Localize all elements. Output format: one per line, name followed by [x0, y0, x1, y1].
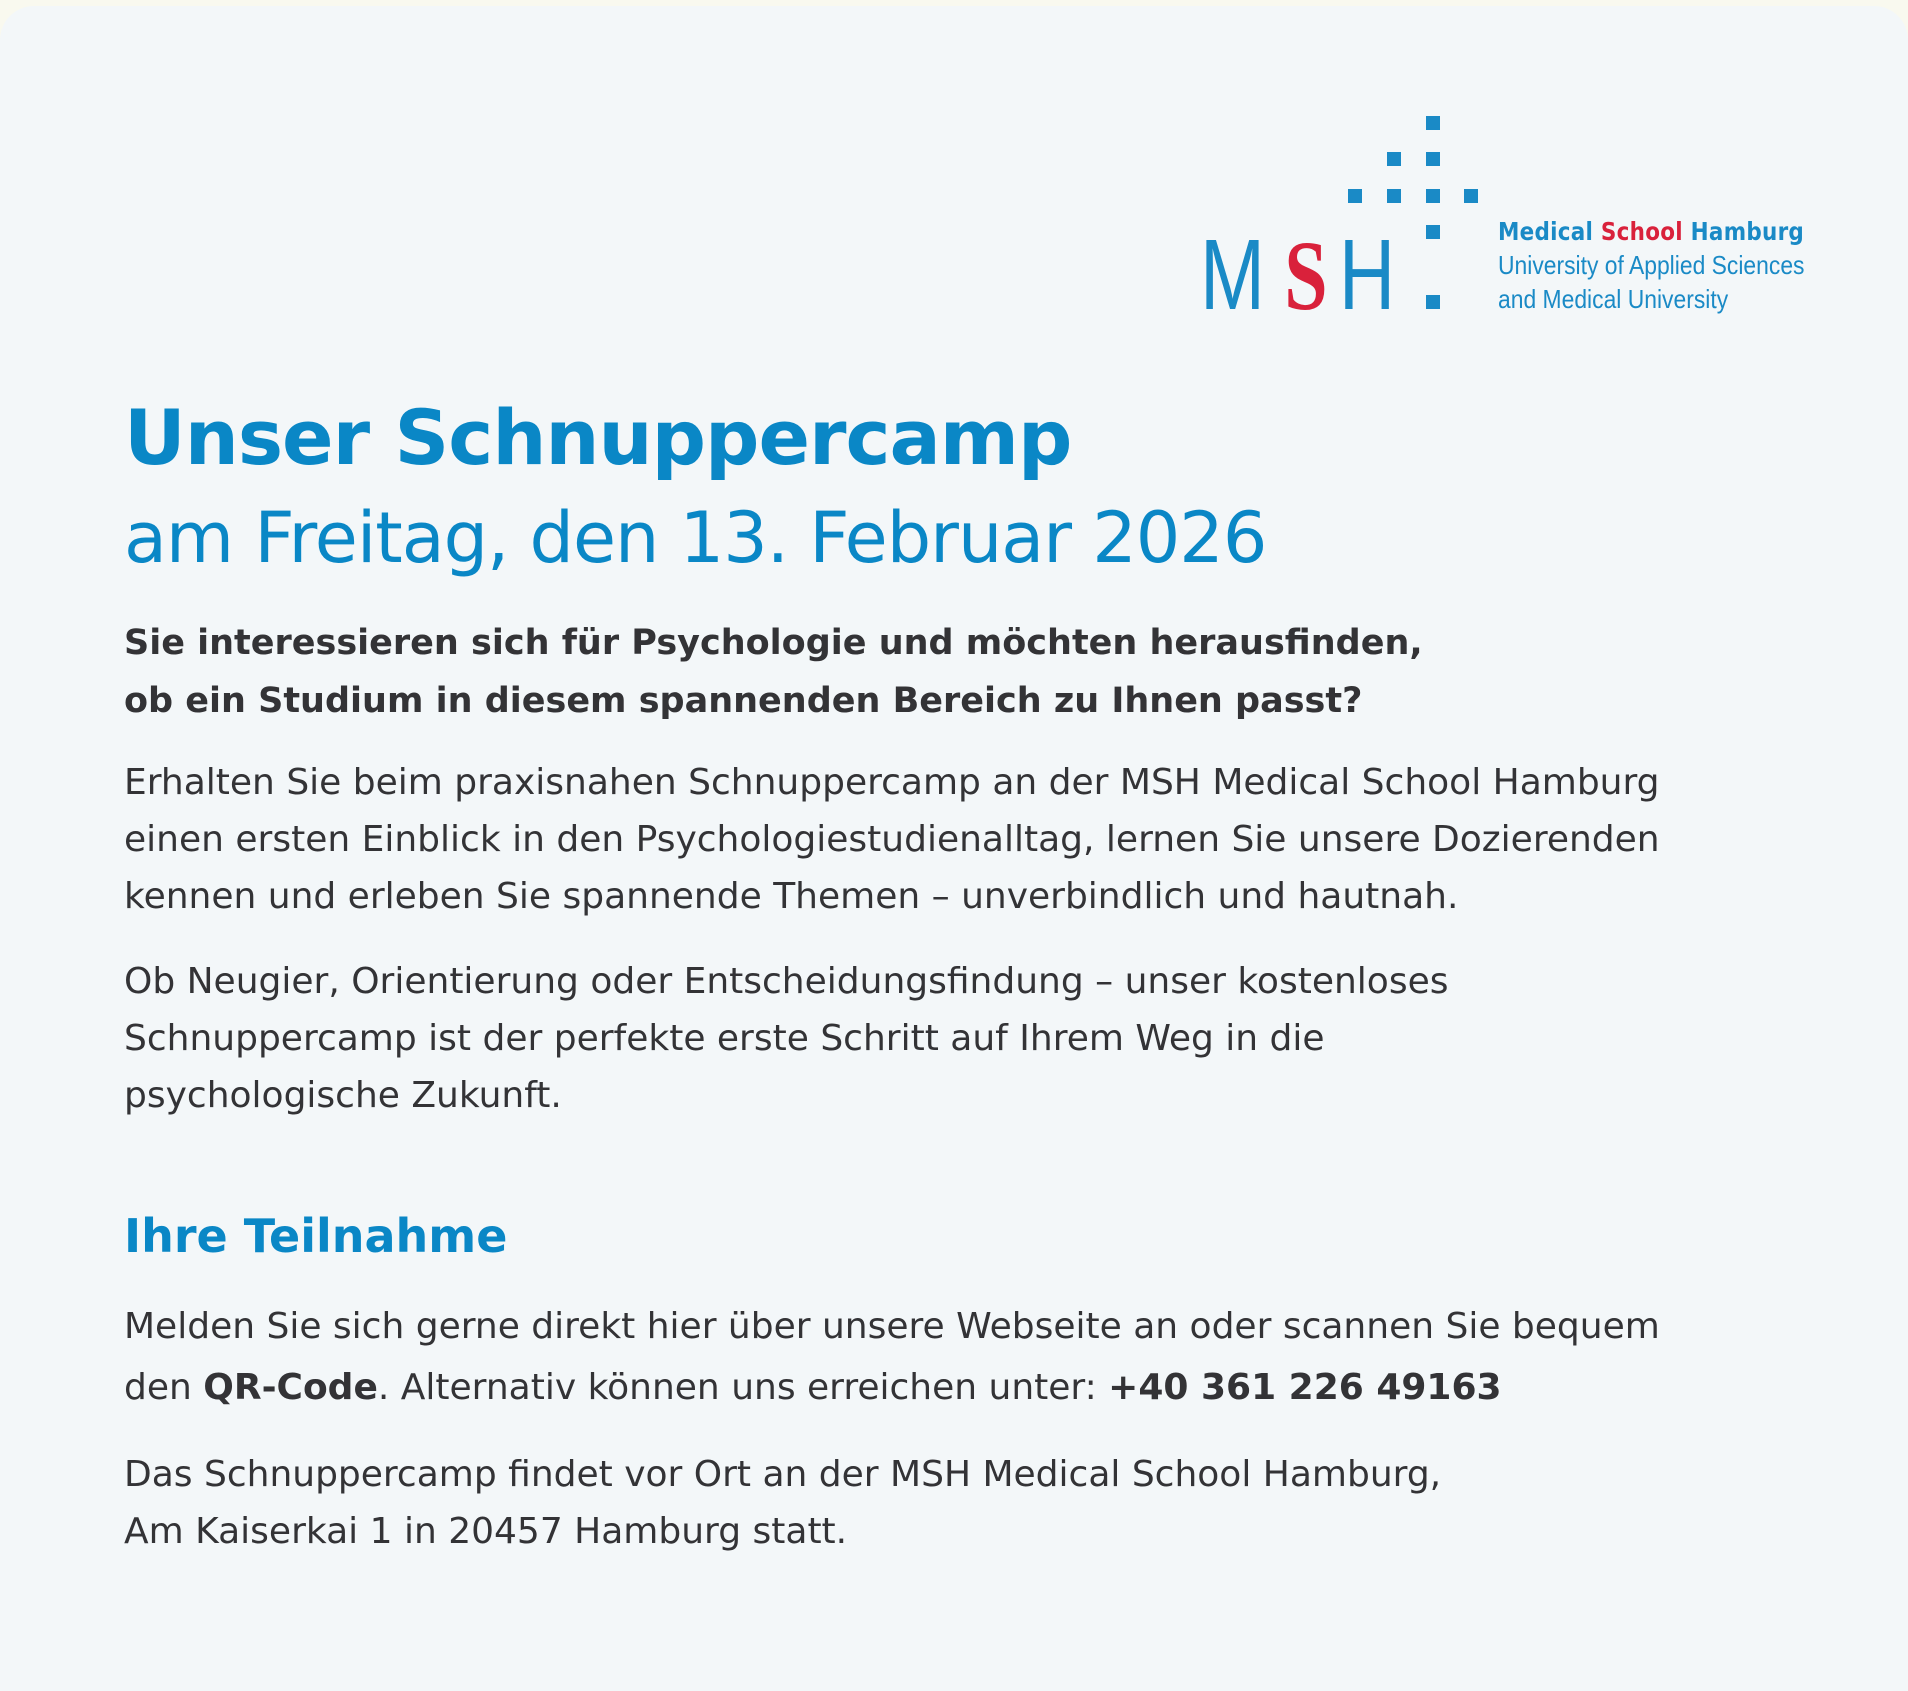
- intro-question: [124, 614, 1764, 730]
- qr-code-label: QR-Code: [203, 1367, 378, 1408]
- location-paragraph: [124, 1446, 1764, 1560]
- phone-number[interactable]: +40 361 226 49163: [1108, 1367, 1502, 1408]
- description-paragraph-1: Erhalten Sie beim praxisnahen Schnuppercamp an der MSH Medical School Hamburg einen ersten Einblick in den Psychologiestudienalltag, lernen Sie unsere Dozierenden kennen und erleben Sie spannende Themen – unverbindlich und hautnah.: [124, 762, 1660, 917]
- logo-letter-m: M: [1200, 219, 1265, 320]
- logo-dot: [1426, 295, 1440, 309]
- description-paragraph-2: Ob Neugier, Orientierung oder Entscheidungsfindung – unser kostenloses Schnuppercamp ist der perfekte erste Schritt auf Ihrem Weg in die psychologische Zukunft.: [124, 961, 1449, 1116]
- main-content: [124, 386, 1764, 1588]
- event-date: am Freitag, den 13. Februar 2026: [124, 497, 1267, 579]
- intro-line-1: Sie interessieren sich für Psychologie und möchten herausfinden,: [124, 623, 1423, 663]
- msh-logo-mark: [1200, 110, 1500, 320]
- msh-logo: [1200, 110, 1840, 320]
- location-line-2: Am Kaiserkai 1 in 20457 Hamburg statt.: [124, 1511, 848, 1552]
- logo-dot: [1348, 189, 1362, 203]
- signup-paragraph: [124, 1296, 1684, 1418]
- signup-text-1: Melden Sie sich gerne direkt hier über unsere Webseite an oder scannen Sie bequem den: [124, 1306, 1660, 1408]
- logo-word-school: School: [1600, 217, 1683, 246]
- logo-dot: [1426, 152, 1440, 166]
- logo-dot: [1426, 225, 1440, 239]
- page-card: [0, 6, 1908, 1691]
- logo-line3: and Medical University: [1498, 284, 1729, 314]
- signup-text-2: . Alternativ können uns erreichen unter:: [377, 1367, 1109, 1408]
- logo-wordmark: [1498, 216, 1854, 316]
- logo-dot: [1426, 116, 1440, 130]
- logo-line2: University of Applied Sciences: [1498, 250, 1805, 280]
- participation-heading: Ihre Teilnahme: [124, 1209, 508, 1263]
- logo-letter-h: H: [1338, 219, 1396, 320]
- logo-word-hamburg: Hamburg: [1690, 217, 1805, 246]
- logo-word-medical: Medical: [1498, 217, 1594, 246]
- logo-letter-s: S: [1284, 220, 1328, 320]
- logo-line1: [1498, 216, 1804, 248]
- page-title: Unser Schnuppercamp: [124, 393, 1072, 482]
- logo-dot: [1426, 189, 1440, 203]
- logo-dot: [1387, 189, 1401, 203]
- logo-dot: [1464, 189, 1478, 203]
- location-line-1: Das Schnuppercamp findet vor Ort an der MSH Medical School Hamburg,: [124, 1454, 1442, 1495]
- logo-dot: [1387, 152, 1401, 166]
- intro-line-2: ob ein Studium in diesem spannenden Bereich zu Ihnen passt?: [124, 681, 1363, 721]
